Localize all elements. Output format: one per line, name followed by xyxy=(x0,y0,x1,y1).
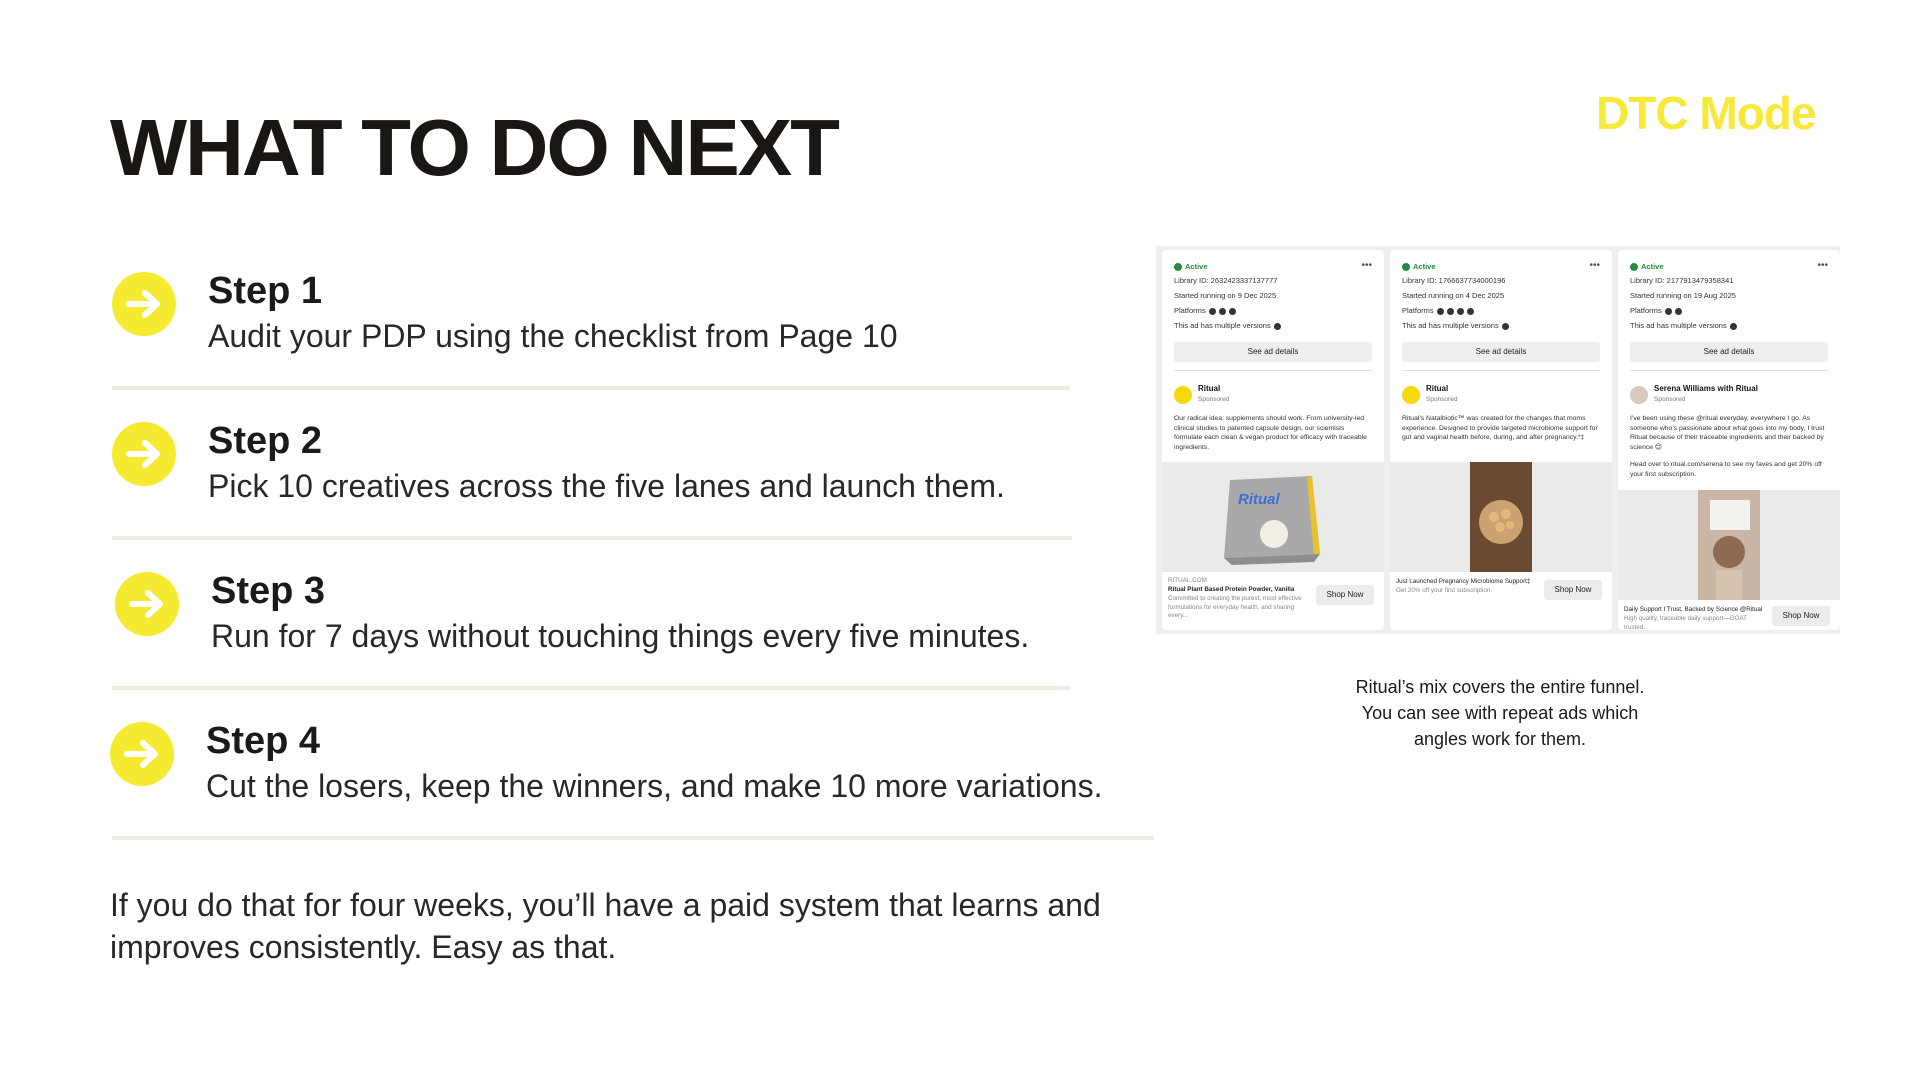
info-icon xyxy=(1274,323,1281,330)
brand-logo: DTC Mode xyxy=(1596,87,1816,139)
closing-paragraph: If you do that for four weeks, you’ll have a paid system that learns and improves consistently. Easy as that. xyxy=(110,887,1101,965)
versions-note: This ad has multiple versions xyxy=(1174,321,1281,330)
platforms-row: Platforms xyxy=(1630,306,1682,315)
see-ad-details-button[interactable]: See ad details xyxy=(1402,342,1600,362)
facebook-icon xyxy=(1209,308,1216,315)
facebook-icon xyxy=(1437,308,1444,315)
arrow-right-icon xyxy=(115,572,179,636)
info-icon xyxy=(1502,323,1509,330)
avatar xyxy=(1174,386,1192,404)
threads-icon xyxy=(1229,308,1236,315)
ad-card xyxy=(1390,250,1612,630)
separator xyxy=(1174,370,1372,371)
ad-card xyxy=(1618,250,1840,630)
ad-card xyxy=(1162,250,1384,630)
product-image xyxy=(1162,462,1384,572)
check-icon xyxy=(1402,263,1410,271)
arrow-right-icon xyxy=(112,272,176,336)
cta-subtitle: Committed to creating the purest, most effective formulations for everyday health, and sharing every... xyxy=(1168,595,1302,619)
arrow-right-icon xyxy=(110,722,174,786)
step-description: Pick 10 creatives across the five lanes and launch them. xyxy=(208,468,1005,504)
step-heading: Step 1 xyxy=(208,270,323,312)
start-date: Started running on 9 Dec 2025 xyxy=(1174,291,1277,300)
shop-now-button[interactable]: Shop Now xyxy=(1772,606,1830,626)
cta-title: Just Launched Pregnancy Microbiome Support‡ xyxy=(1396,578,1531,585)
ad-body-link: Head over to ritual.com/serena to see my faves and get 20% off your first subscription. xyxy=(1630,461,1822,478)
arrow-right-icon xyxy=(112,422,176,486)
sponsored-label: Sponsored xyxy=(1654,396,1686,403)
separator xyxy=(1402,370,1600,371)
platforms-row: Platforms xyxy=(1402,306,1474,315)
see-ad-details-button[interactable]: See ad details xyxy=(1630,342,1828,362)
separator xyxy=(1630,370,1828,371)
start-date: Started running on 4 Dec 2025 xyxy=(1402,291,1505,300)
library-id: Library ID: 2632423337137777 xyxy=(1174,276,1278,285)
step-heading: Step 3 xyxy=(211,570,326,612)
sponsored-label: Sponsored xyxy=(1198,396,1230,403)
divider xyxy=(112,536,1072,540)
more-options-icon[interactable]: ••• xyxy=(1361,260,1372,271)
avatar xyxy=(1630,386,1648,404)
more-options-icon[interactable]: ••• xyxy=(1817,260,1828,271)
step-description: Run for 7 days without touching things every five minutes. xyxy=(211,618,1030,654)
step-heading: Step 4 xyxy=(206,720,321,762)
instagram-icon xyxy=(1219,308,1226,315)
product-image xyxy=(1618,490,1840,600)
messenger-icon xyxy=(1457,308,1464,315)
status-badge: Active xyxy=(1174,262,1208,271)
facebook-icon xyxy=(1665,308,1672,315)
status-badge: Active xyxy=(1402,262,1436,271)
check-icon xyxy=(1630,263,1638,271)
instagram-icon xyxy=(1447,308,1454,315)
avatar xyxy=(1402,386,1420,404)
ad-library-screenshot xyxy=(1156,246,1840,634)
ad-body: Ritual’s Natalbiotic™ was created for the changes that moms experience. Designed to provide targeted microbiome support for gut and vaginal health before, during, and after pregnancy.*‡ xyxy=(1402,415,1598,441)
versions-note: This ad has multiple versions xyxy=(1402,321,1509,330)
step-description: Cut the losers, keep the winners, and make 10 more variations. xyxy=(206,768,1103,804)
status-badge: Active xyxy=(1630,262,1664,271)
cta-title: Daily Support I Trust, Backed by Science @Ritual xyxy=(1624,606,1763,613)
library-id: Library ID: 2177913479358341 xyxy=(1630,276,1734,285)
cta-subtitle: Get 20% off your first subscription. xyxy=(1396,587,1493,594)
step-heading: Step 2 xyxy=(208,420,323,462)
shop-now-button[interactable]: Shop Now xyxy=(1316,585,1374,605)
advertiser-name: Ritual xyxy=(1426,384,1449,393)
cta-title: Ritual Plant Based Protein Powder, Vanilla xyxy=(1168,586,1295,593)
threads-icon xyxy=(1467,308,1474,315)
start-date: Started running on 19 Aug 2025 xyxy=(1630,291,1736,300)
sponsored-label: Sponsored xyxy=(1426,396,1458,403)
image-caption: Ritual’s mix covers the entire funnel. You can see with repeat ads which angles work for them. xyxy=(1355,677,1645,749)
advertiser-name: Serena Williams with Ritual xyxy=(1654,384,1758,393)
check-icon xyxy=(1174,263,1182,271)
ad-body: I’ve been using these @ritual everyday, everywhere I go. As someone who’s passionate about what goes into my body, I trust Ritual because of their traceable ingredients and their backed by science 😊 xyxy=(1630,415,1825,451)
ad-body: Our radical idea: supplements should work. From university-led clinical studies to patented capsule design, our scientists formulate each clean & vegan product for efficacy with traceable ingredients. xyxy=(1174,415,1367,451)
cta-subtitle: High quality, traceable daily support—GOAT trusted. xyxy=(1624,615,1747,630)
advertiser-name: Ritual xyxy=(1198,384,1221,393)
library-id: Library ID: 1766637734000196 xyxy=(1402,276,1506,285)
product-image xyxy=(1390,462,1612,572)
step-description: Audit your PDP using the checklist from Page 10 xyxy=(208,318,898,354)
divider xyxy=(112,836,1154,840)
shop-now-button[interactable]: Shop Now xyxy=(1544,580,1602,600)
info-icon xyxy=(1730,323,1737,330)
platforms-row: Platforms xyxy=(1174,306,1236,315)
divider xyxy=(112,386,1070,390)
product-label: Ritual xyxy=(1238,491,1280,508)
divider xyxy=(112,686,1070,690)
instagram-icon xyxy=(1675,308,1682,315)
versions-note: This ad has multiple versions xyxy=(1630,321,1737,330)
see-ad-details-button[interactable]: See ad details xyxy=(1174,342,1372,362)
page-title: WHAT TO DO NEXT xyxy=(110,103,838,192)
ad-domain: RITUAL.COM xyxy=(1168,577,1207,584)
more-options-icon[interactable]: ••• xyxy=(1589,260,1600,271)
